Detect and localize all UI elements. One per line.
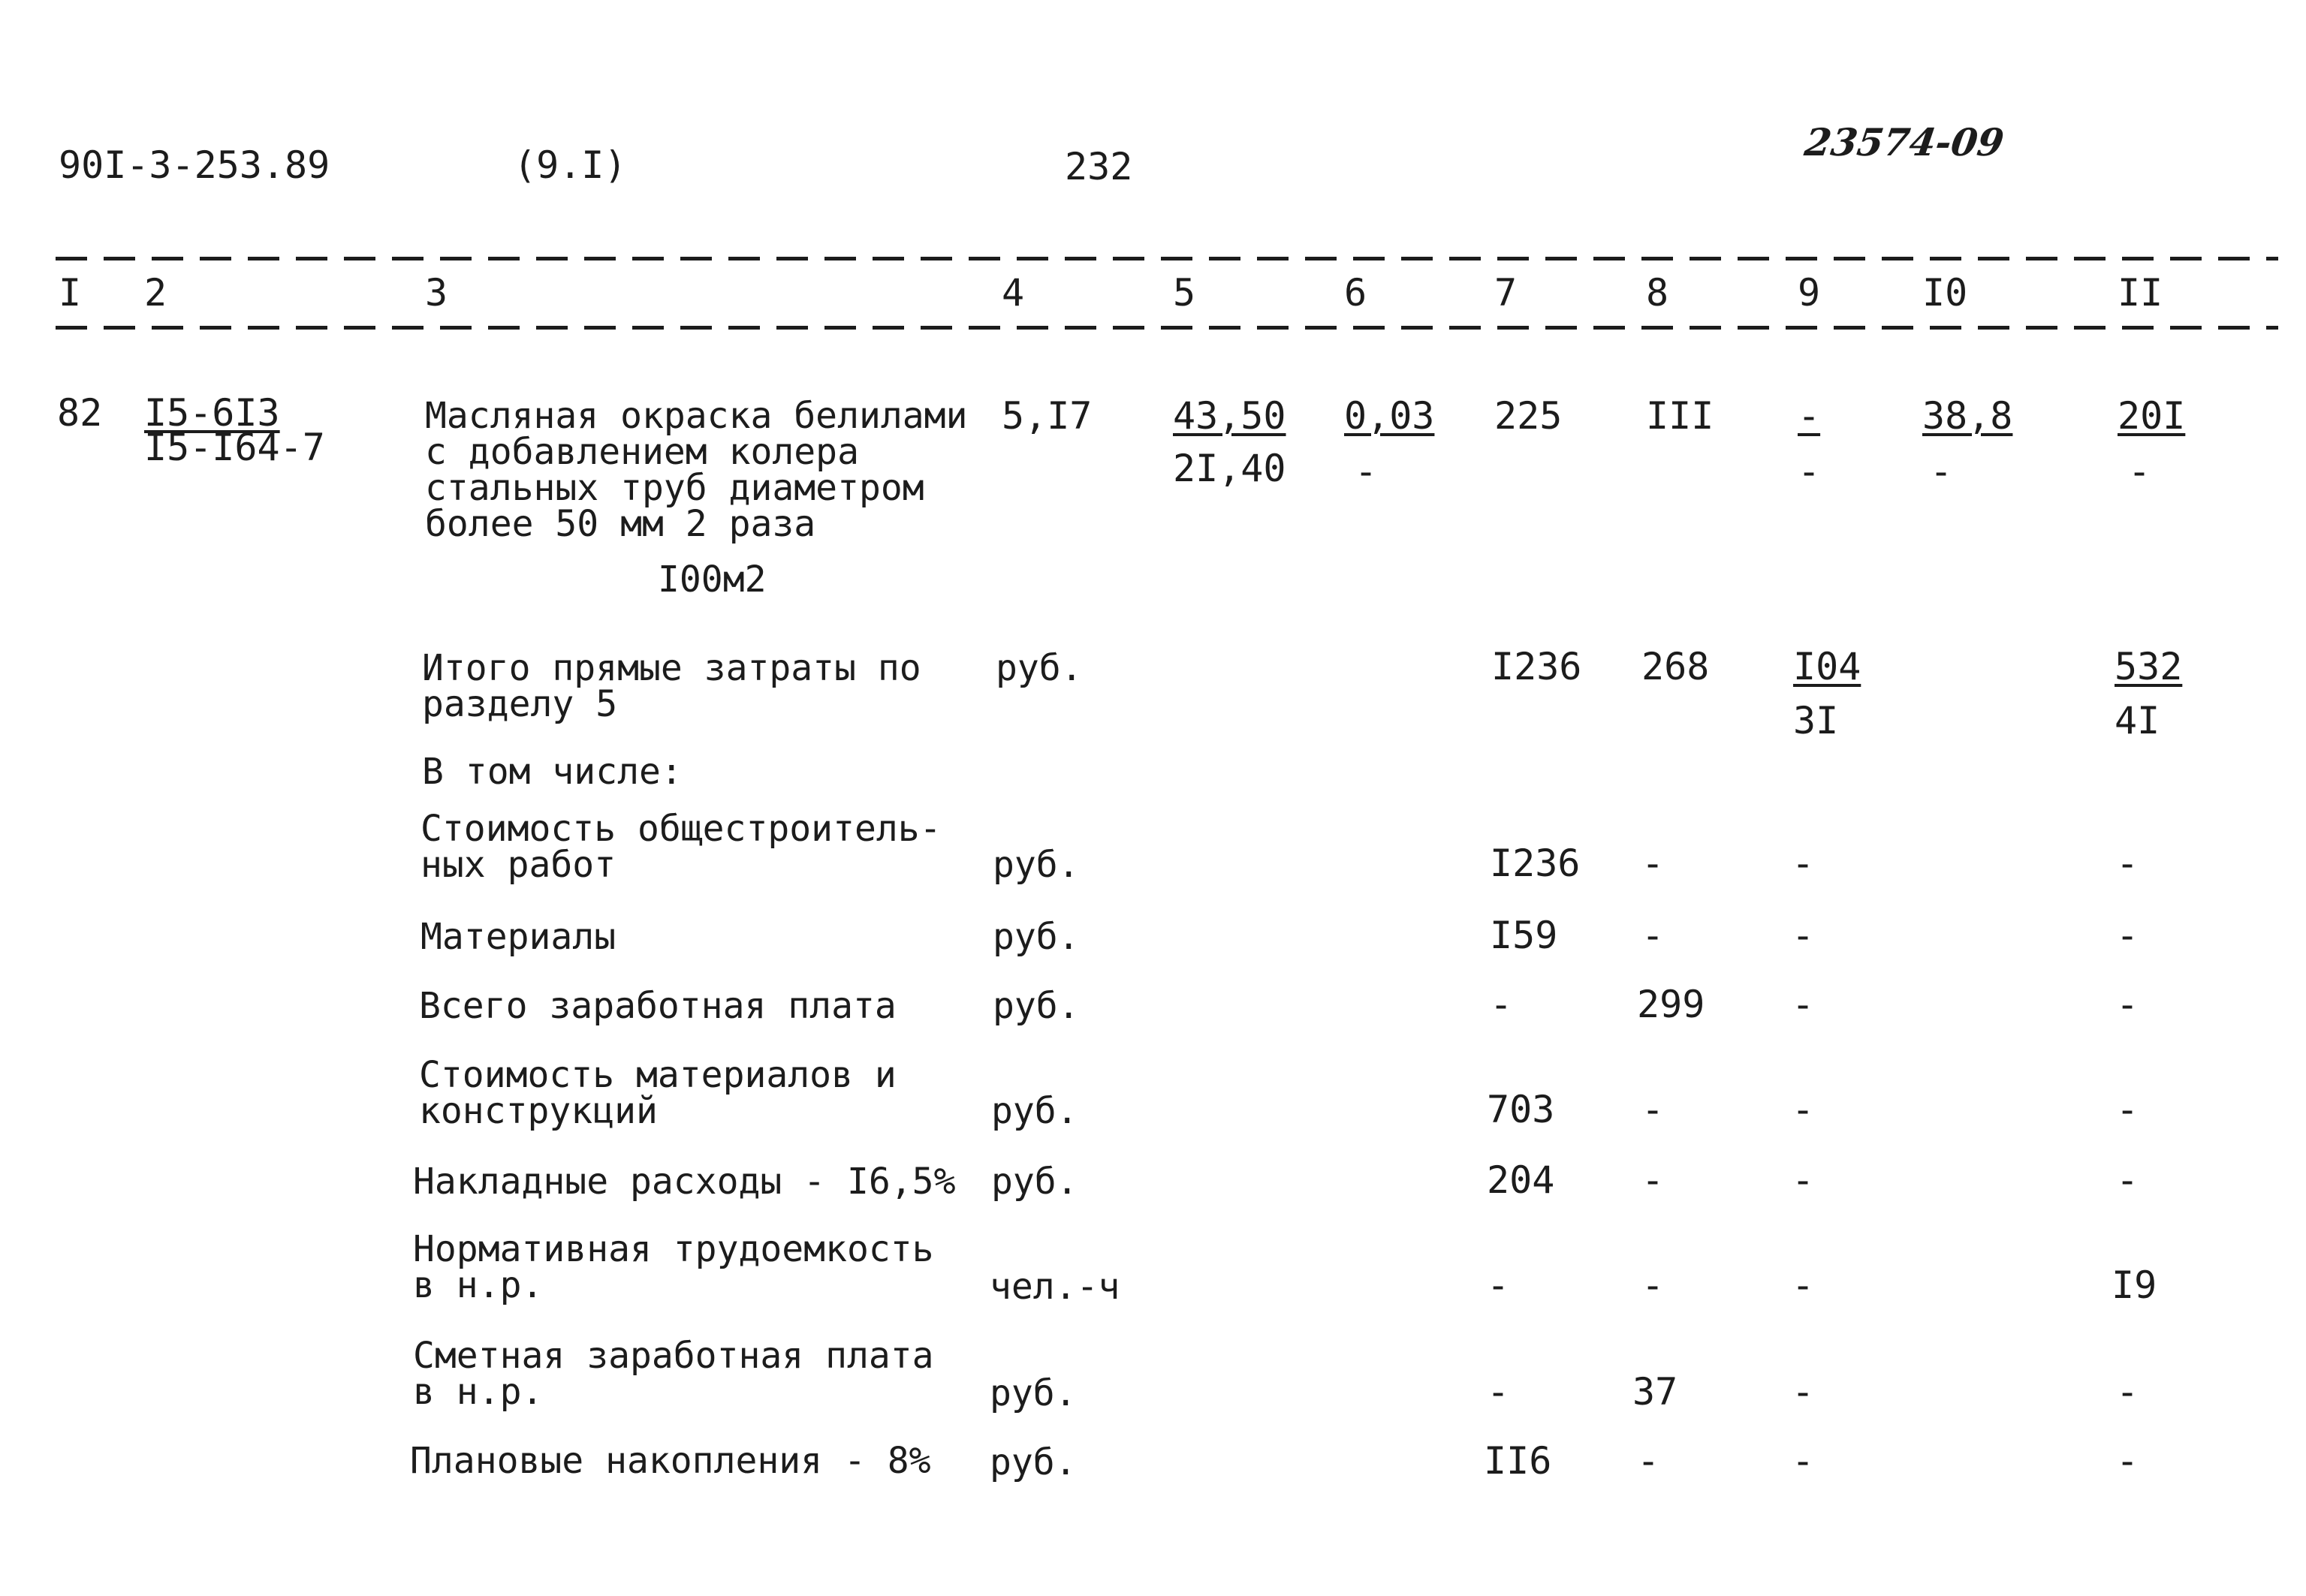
row-col8: - (1637, 1439, 1660, 1483)
row-col11: - (2116, 1370, 2139, 1414)
row-unit: руб. (993, 916, 1080, 958)
column-header-11: II (2118, 271, 2163, 315)
column-header-1: I (59, 271, 82, 315)
row-col11: - (2116, 1158, 2139, 1202)
row-col9: - (1792, 842, 1815, 885)
row-col9: - (1792, 1088, 1815, 1131)
item-col7: 225 (1494, 394, 1563, 438)
item-number: 82 (57, 391, 103, 435)
row-col8: - (1641, 1088, 1665, 1131)
row-col8: 299 (1637, 983, 1705, 1026)
row-unit: чел.-ч (990, 1266, 1120, 1308)
totals-col9-top: I04 (1793, 645, 1861, 688)
item-description-line-1: Масляная окраска белилами (425, 395, 968, 437)
item-quantity: 5,I7 (1002, 394, 1093, 438)
dashed-rule-bottom (56, 326, 2278, 330)
row-label: Плановые накопления - 8% (410, 1440, 931, 1482)
item-col8: III (1646, 394, 1714, 438)
row-col8: - (1641, 1263, 1665, 1307)
including-label: В том числе: (422, 751, 683, 793)
row-label: Стоимость материалов и конструкций (419, 1054, 897, 1132)
document-code: 90I-3-253.89 (59, 143, 330, 187)
column-header-8: 8 (1646, 271, 1669, 315)
row-col9: - (1792, 1263, 1815, 1307)
row-unit: руб. (993, 985, 1080, 1027)
row-col9: - (1792, 983, 1815, 1026)
column-header-4: 4 (1002, 271, 1025, 315)
item-col5-top: 43,50 (1173, 394, 1286, 438)
row-col9: - (1792, 1370, 1815, 1414)
row-col11: - (2116, 1439, 2139, 1483)
column-header-9: 9 (1798, 271, 1821, 315)
column-header-7: 7 (1494, 271, 1518, 315)
row-label: Стоимость общестроитель- ных работ (421, 808, 942, 886)
totals-label-line-1: Итого прямые затраты по (422, 647, 921, 689)
row-label: Всего заработная плата (419, 985, 897, 1027)
item-col9-bottom: - (1798, 450, 1821, 493)
totals-col9-bottom: 3I (1793, 699, 1839, 742)
item-col10-bottom: - (1930, 450, 1953, 493)
row-unit: руб. (990, 1372, 1077, 1414)
item-col11-bottom: - (2128, 450, 2151, 493)
item-col10-top: 38,8 (1922, 394, 2013, 438)
row-col9: - (1792, 1158, 1815, 1202)
item-description-line-4: более 50 мм 2 раза (425, 503, 816, 545)
row-col9: - (1792, 914, 1815, 957)
row-unit: руб. (990, 1441, 1077, 1483)
item-col6-top: 0,03 (1344, 394, 1435, 438)
dashed-rule-top (56, 257, 2278, 260)
totals-unit: руб. (996, 647, 1083, 689)
row-col7: 204 (1487, 1158, 1555, 1202)
row-col11: I9 (2112, 1263, 2157, 1307)
item-col9-top: - (1798, 394, 1821, 438)
section-number: (9.I) (514, 143, 627, 187)
item-description-line-3: стальных труб диаметром (425, 467, 924, 509)
row-col8: - (1641, 1158, 1665, 1202)
row-unit: руб. (991, 1161, 1078, 1203)
row-col7: - (1487, 1263, 1510, 1307)
row-col11: - (2116, 983, 2139, 1026)
row-col7: I59 (1490, 914, 1558, 957)
column-header-5: 5 (1173, 271, 1196, 315)
row-col9: - (1792, 1439, 1815, 1483)
item-col11-top: 20I (2118, 394, 2186, 438)
totals-label-line-2: разделу 5 (422, 683, 618, 725)
totals-col11-bottom: 4I (2115, 699, 2160, 742)
row-col11: - (2116, 914, 2139, 957)
row-col7: - (1490, 983, 1513, 1026)
row-col7: - (1487, 1370, 1510, 1414)
row-col11: - (2116, 1088, 2139, 1131)
row-col7: II6 (1484, 1439, 1552, 1483)
column-header-10: I0 (1922, 271, 1968, 315)
item-col5-bottom: 2I,40 (1173, 447, 1286, 490)
item-description-line-2: с добавлением колера (425, 431, 859, 473)
item-code-2: I5-I64-7 (144, 426, 325, 469)
row-label: Накладные расходы - I6,5% (413, 1161, 956, 1203)
page-number: 232 (1065, 145, 1133, 188)
row-label: Нормативная трудоемкость в н.р. (413, 1228, 934, 1306)
column-header-2: 2 (144, 271, 167, 315)
column-header-6: 6 (1344, 271, 1367, 315)
row-label: Сметная заработная плата в н.р. (413, 1335, 934, 1413)
column-header-3: 3 (425, 271, 448, 315)
item-col6-bottom: - (1355, 450, 1378, 493)
row-col8: - (1641, 842, 1665, 885)
handwritten-number: 23574-09 (1801, 120, 2007, 164)
row-unit: руб. (993, 844, 1080, 886)
item-unit-measure: I00м2 (658, 559, 767, 601)
row-col8: - (1641, 914, 1665, 957)
totals-col7: I236 (1491, 645, 1582, 688)
row-col7: I236 (1490, 842, 1581, 885)
row-col7: 703 (1487, 1088, 1555, 1131)
row-unit: руб. (991, 1090, 1078, 1132)
row-label: Материалы (421, 916, 616, 958)
totals-col11-top: 532 (2115, 645, 2183, 688)
row-col11: - (2116, 842, 2139, 885)
item-code-1: I5-6I3 (144, 391, 280, 435)
row-col8: 37 (1632, 1370, 1678, 1414)
totals-col8: 268 (1641, 645, 1710, 688)
